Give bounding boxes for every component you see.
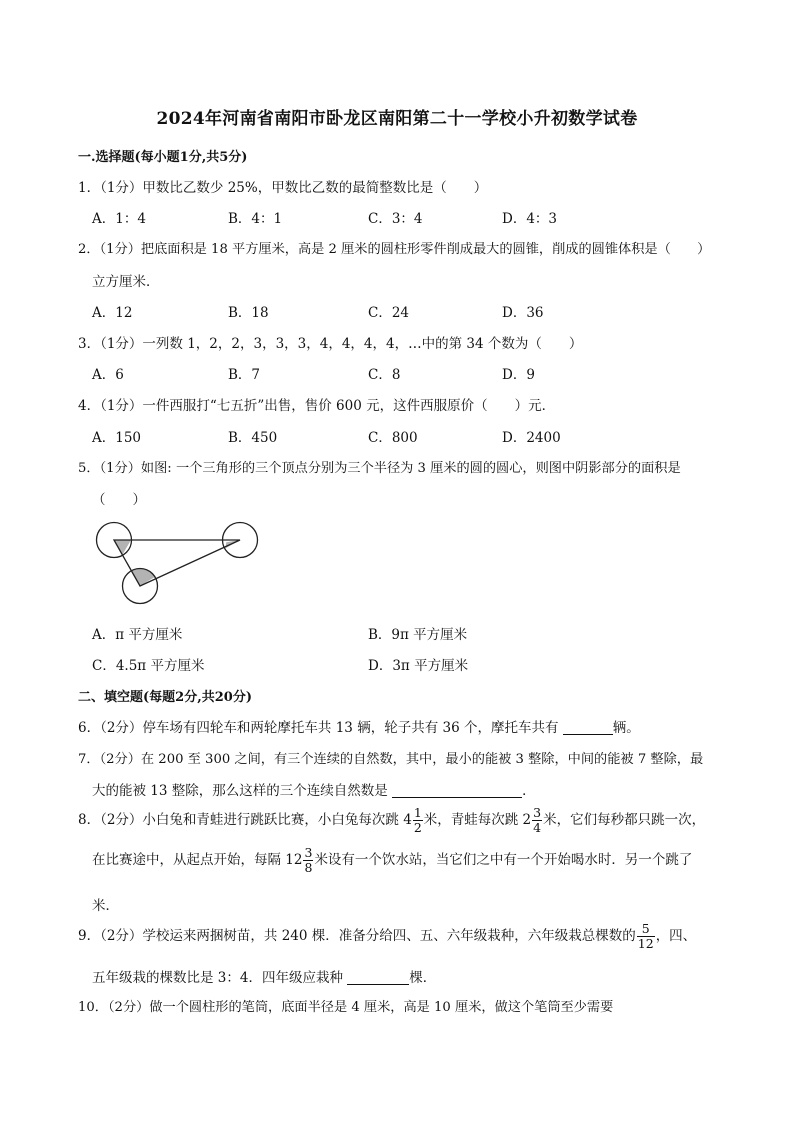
question-8-text-part-3: 米，它们每秒都只跳一次，: [543, 812, 706, 828]
question-9-text-part-2: ，四、: [655, 928, 697, 944]
question-3-option-a: A．6: [92, 367, 124, 383]
shaded-sector-top-left: [114, 540, 131, 555]
question-1-option-b: B．4：1: [228, 211, 283, 227]
question-1-option-d: D．4：3: [502, 211, 558, 227]
question-8-text-part-6: 米．: [92, 898, 119, 914]
question-8-text-part-4: 在比赛途中，从起点开始，每隔 12: [92, 852, 303, 868]
section-fill-in-heading: 二、填空题(每题2分,共20分): [78, 690, 252, 705]
question-2-text-line-2: 立方厘米．: [92, 274, 160, 290]
fraction-numerator: 3: [304, 845, 313, 860]
question-9-text-part-1: 9．（2分）学校运来两捆树苗，共 240 棵．准备分给四、五、六年级栽种，六年级栽总棵数的: [78, 928, 636, 944]
fraction-three-eighths: [303, 846, 313, 875]
question-8-line-2: [92, 846, 692, 875]
question-7-text-line-1: 7．（2分）在 200 至 300 之间，有三个连续的自然数，其中，最小的能被 3 整除，中间的能被 7 整除，最: [78, 752, 704, 767]
question-2-text-line-1: 2．（1分）把底面积是 18 平方厘米，高是 2 厘米的圆柱形零件削成最大的圆锥，削成的圆锥体积是（ ）: [78, 242, 711, 257]
fraction-denominator: 12: [637, 936, 654, 951]
question-2-option-a: A．12: [92, 305, 133, 321]
question-7-line-2: [92, 779, 536, 799]
question-1-text: 1．（1分）甲数比乙数少 25%，甲数比乙数的最简整数比是（ ）: [78, 180, 488, 196]
question-2-option-c: C．24: [368, 305, 410, 321]
question-5-option-d: D．3π 平方厘米: [368, 658, 469, 674]
question-3-option-d: D．9: [502, 367, 535, 383]
triangle-outline: [114, 540, 240, 586]
question-4-text: 4．（1分）一件西服打“七五折”出售，售价 600 元，这件西服原价（ ）元．: [78, 398, 556, 414]
question-9-text-part-4: 棵．: [409, 970, 437, 986]
question-5-option-b: B．9π 平方厘米: [368, 627, 468, 643]
fraction-one-half: [413, 806, 423, 835]
question-3-text: 3．（1分）一列数 1，2，2，3，3，3，4，4，4，4，…中的第 34 个数为（ ）: [78, 336, 583, 352]
question-4-option-d: D．2400: [502, 430, 561, 446]
question-6-answer-blank[interactable]: [563, 720, 613, 735]
question-7-text-line-2: 大的能被 13 整除，那么这样的三个连续自然数是: [92, 783, 393, 799]
question-6-text: 6．（2分）停车场有四轮车和两轮摩托车共 13 辆，轮子共有 36 个，摩托车共有: [78, 720, 563, 736]
question-9-text-part-3: 五年级栽的棵数比是 3：4．四年级应栽种: [92, 970, 348, 986]
question-9-answer-blank[interactable]: [347, 970, 409, 985]
question-1-option-a: A．1：4: [92, 211, 146, 227]
question-4-option-c: C．800: [368, 430, 418, 446]
question-3-option-c: C．8: [368, 367, 401, 383]
fraction-denominator: 8: [304, 860, 313, 875]
fraction-five-twelfths: [637, 922, 655, 951]
question-8-text-part-1: 8．（2分）小白兔和青蛙进行跳跃比赛，小白兔每次跳 4: [78, 812, 412, 828]
question-5-option-a: A．π 平方厘米: [92, 627, 183, 643]
question-8-line-1: [78, 806, 705, 835]
question-5-text-line-1: 5．（1分）如图: 一个三角形的三个顶点分别为三个半径为 3 厘米的圆的圆心，则图中阴影部分的面积是: [78, 461, 681, 476]
question-9-line-2: [92, 966, 436, 986]
question-3-option-b: B．7: [228, 367, 261, 383]
question-8-text-part-2: 米，青蛙每次跳 2: [423, 812, 532, 828]
question-2-option-b: B．18: [228, 305, 269, 321]
triangle-circles-figure: [90, 514, 280, 614]
exam-title: 2024年河南省南阳市卧龙区南阳第二十一学校小升初数学试卷: [156, 109, 638, 129]
fraction-three-quarters: [532, 806, 542, 835]
question-7-answer-blank[interactable]: [392, 783, 522, 798]
question-4-option-b: B．450: [228, 430, 278, 446]
question-1-option-c: C．3：4: [368, 211, 423, 227]
fraction-numerator: 3: [533, 805, 542, 820]
question-9-line-1: [78, 922, 696, 951]
question-5-text-line-2: （ ）: [92, 492, 146, 508]
question-7-end-mark: ．: [522, 783, 536, 799]
question-6-unit: 辆。: [612, 720, 640, 736]
question-6: [78, 716, 640, 736]
section-multiple-choice-heading: 一.选择题(每小题1分,共5分): [78, 150, 248, 165]
question-8-text-part-5: 米设有一个饮水站，当它们之中有一个开始喝水时．另一个跳了: [314, 852, 693, 868]
question-4-option-a: A．150: [92, 430, 142, 446]
question-10-text: 10．（2分）做一个圆柱形的笔筒，底面半径是 4 厘米，高是 10 厘米，做这个笔筒至少需要: [78, 1000, 614, 1015]
question-2-option-d: D．36: [502, 305, 544, 321]
question-5-option-c: C．4.5π 平方厘米: [92, 658, 205, 674]
fraction-denominator: 4: [533, 820, 542, 835]
fraction-denominator: 2: [413, 820, 422, 835]
fraction-numerator: 1: [413, 805, 422, 820]
fraction-numerator: 5: [637, 922, 655, 937]
